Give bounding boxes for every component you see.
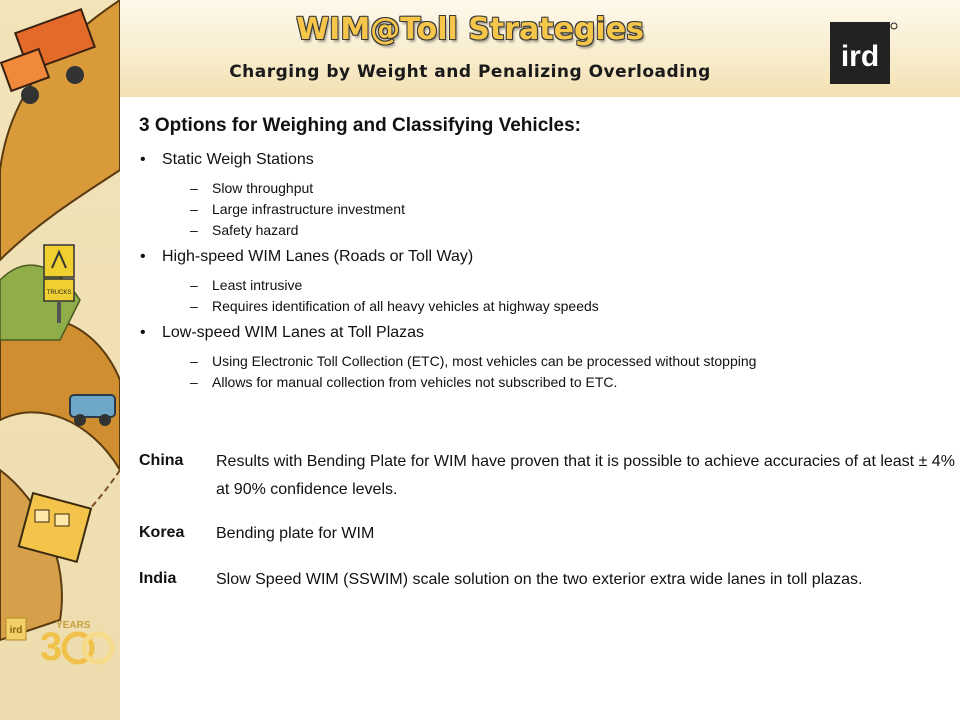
list-item: – Safety hazard bbox=[140, 220, 955, 241]
road-illustration bbox=[0, 0, 120, 720]
page-subtitle: Charging by Weight and Penalizing Overloading bbox=[229, 62, 711, 82]
list-item: – Using Electronic Toll Collection (ETC), most vehicles can be processed without stopping bbox=[140, 351, 955, 372]
ird-logo bbox=[830, 22, 900, 86]
page-title: WIM@Toll Strategies bbox=[296, 12, 644, 47]
list-item: – Large infrastructure investment bbox=[140, 199, 955, 220]
svg-text:YEARS: YEARS bbox=[56, 620, 91, 631]
country-name: China bbox=[139, 452, 184, 469]
option-static: • Static Weigh Stations bbox=[140, 150, 955, 170]
country-name: Korea bbox=[139, 524, 185, 541]
list-item: – Allows for manual collection from vehicles not subscribed to ETC. bbox=[140, 372, 955, 393]
option-high-speed: • High-speed WIM Lanes (Roads or Toll Way) bbox=[140, 247, 955, 267]
list-item: – Requires identification of all heavy vehicles at highway speeds bbox=[140, 296, 955, 317]
section-heading: 3 Options for Weighing and Classifying Vehicles: bbox=[139, 115, 582, 136]
country-text: Bending plate for WIM bbox=[216, 525, 375, 542]
30-years-badge bbox=[6, 618, 112, 669]
country-text: Slow Speed WIM (SSWIM) scale solution on the two exterior extra wide lanes in toll plazas. bbox=[216, 571, 863, 588]
option-low-speed-points bbox=[140, 351, 955, 393]
list-item: – Slow throughput bbox=[140, 178, 955, 199]
country-text: Results with Bending Plate for WIM have proven that it is possible to achieve accuracies of at least ± 4% at 90% confidence levels. bbox=[216, 453, 955, 498]
option-high-speed-points bbox=[140, 275, 955, 317]
logo-text: ird bbox=[840, 40, 880, 73]
option-low-speed: • Low-speed WIM Lanes at Toll Plazas bbox=[140, 323, 955, 343]
country-name: India bbox=[139, 570, 177, 587]
list-item: – Least intrusive bbox=[140, 275, 955, 296]
svg-text:3: 3 bbox=[40, 625, 63, 669]
svg-text:ird: ird bbox=[9, 625, 23, 636]
svg-text:TRUCKS: TRUCKS bbox=[46, 290, 72, 296]
left-illustration-panel bbox=[0, 0, 120, 720]
options-list bbox=[140, 150, 955, 399]
option-static-points bbox=[140, 178, 955, 241]
